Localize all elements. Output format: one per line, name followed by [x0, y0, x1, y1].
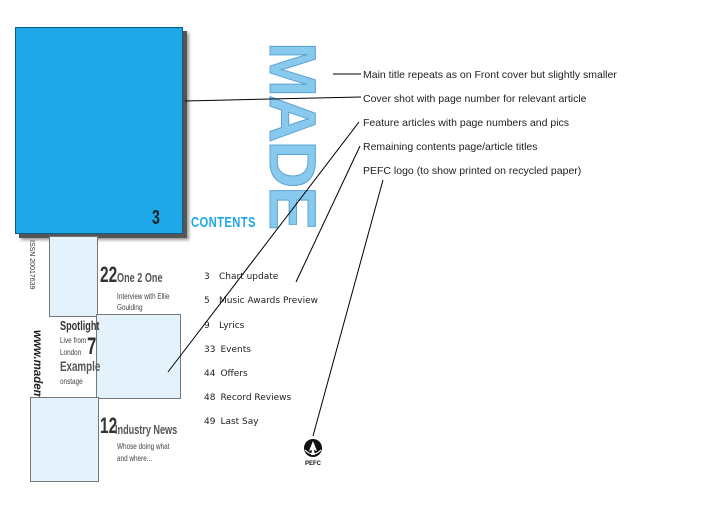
feature-2-title-2: Example — [60, 358, 101, 374]
feature-2-subtitle-3: onstage — [60, 376, 83, 386]
toc-title: Lyrics — [219, 321, 245, 331]
pefc-logo-text: PEFC — [304, 461, 322, 467]
feature-image-3 — [30, 397, 99, 482]
toc-page-number: 49 — [204, 417, 216, 427]
feature-2-title: Spotlight — [60, 318, 100, 333]
cover-shot-image — [15, 27, 183, 234]
masthead — [256, 40, 332, 240]
annotation-features: Feature articles with page numbers and pics — [363, 117, 570, 129]
toc-page-number: 44 — [204, 369, 216, 379]
list-item — [204, 417, 259, 427]
feature-image-1 — [49, 236, 98, 317]
toc-title: Offers — [220, 369, 248, 379]
toc-page-number: 9 — [204, 321, 210, 331]
annotation-masthead: Main title repeats as on Front cover but slightly smaller — [363, 69, 617, 81]
feature-3-subtitle-1: Whose doing what — [117, 441, 170, 451]
issn-text: ISSN 20017639 — [28, 240, 35, 290]
toc-page-number: 3 — [204, 272, 210, 282]
toc-page-number: 48 — [204, 393, 216, 403]
toc-title: Record Reviews — [220, 393, 292, 403]
feature-image-2 — [96, 314, 181, 399]
annotation-logo: PEFC logo (to show printed on recycled paper) — [363, 165, 582, 177]
feature-3-title: Industry News — [115, 422, 178, 437]
toc-title: Chart update — [219, 272, 279, 282]
feature-3-subtitle-2: and where... — [117, 453, 153, 463]
toc-page-number: 5 — [204, 296, 210, 306]
toc-title: Events — [220, 345, 251, 355]
feature-1-title: One 2 One — [117, 270, 163, 285]
issn-label — [21, 240, 35, 300]
feature-2-subtitle-1: Live from — [60, 335, 87, 345]
contents-heading: CONTENTS — [191, 214, 256, 231]
pefc-logo-icon — [300, 438, 326, 468]
annotation-cover-shot: Cover shot with page number for relevant article — [363, 93, 587, 105]
masthead-text: MADE — [256, 42, 330, 229]
annotation-contents: Remaining contents page/article titles — [363, 141, 538, 153]
cover-page-number: 3 — [152, 207, 160, 229]
list-item — [204, 272, 278, 282]
list-item — [204, 345, 251, 355]
list-item — [204, 393, 291, 403]
toc-title: Last Say — [220, 417, 259, 427]
feature-1-page-number: 22 — [100, 262, 118, 287]
list-item — [204, 369, 248, 379]
feature-2-page-number: 7 — [87, 333, 97, 360]
toc-title: Music Awards Preview — [219, 296, 318, 306]
feature-1-subtitle-2: Goulding — [117, 302, 143, 312]
list-item — [204, 321, 244, 331]
feature-2-subtitle-2: London — [60, 347, 82, 357]
feature-3-page-number: 12 — [100, 413, 118, 438]
list-item — [204, 296, 318, 306]
feature-1-subtitle-1: Interview with Ellie — [117, 291, 170, 301]
toc-page-number: 33 — [204, 345, 216, 355]
